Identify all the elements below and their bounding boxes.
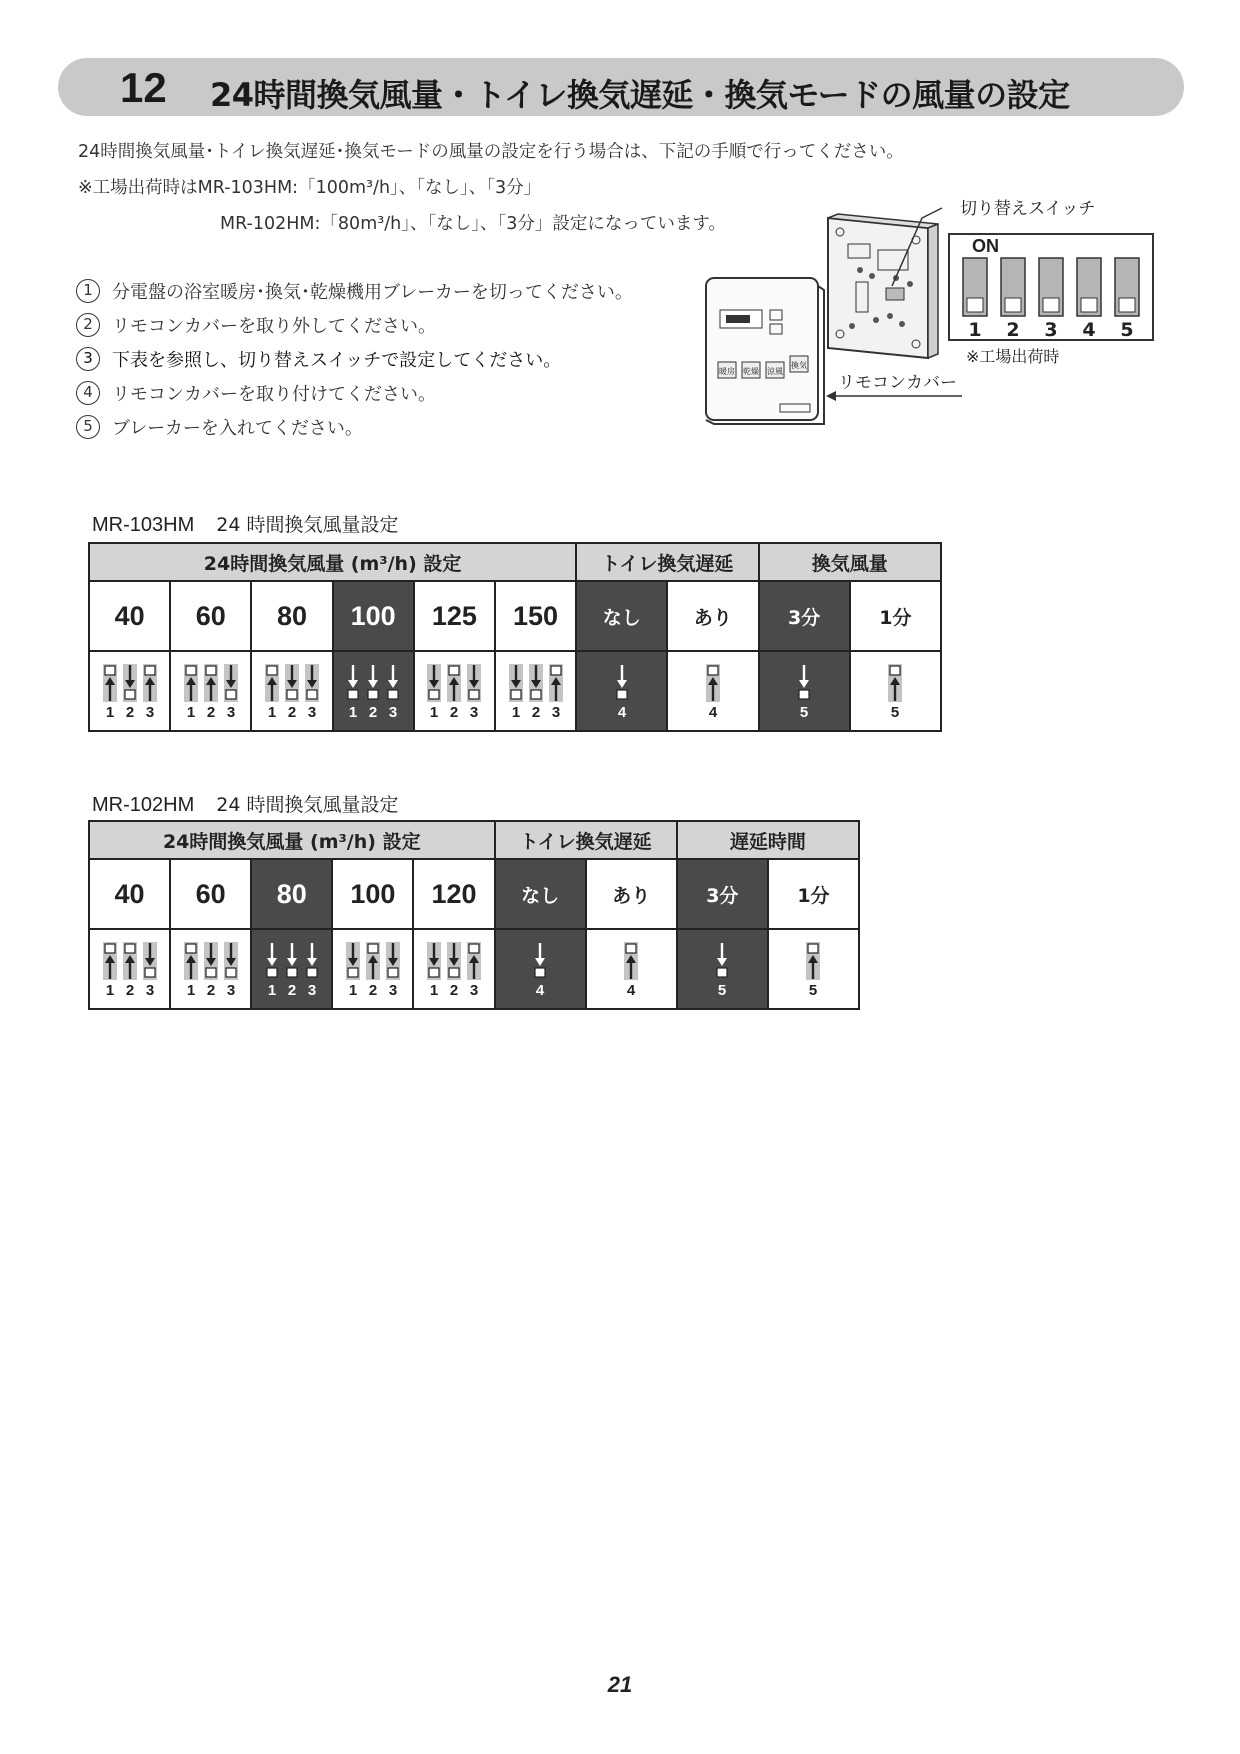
switch-down-icon xyxy=(535,943,545,977)
switch-diagram xyxy=(262,940,322,998)
switch-up-icon xyxy=(467,942,481,980)
switch-number: 3 xyxy=(145,704,154,720)
switch-number: 1 xyxy=(348,982,358,998)
switch-number: 5 xyxy=(718,982,727,998)
delay-switch-cell xyxy=(576,651,667,731)
flow-value: 80 xyxy=(251,581,332,651)
switch-number: 3 xyxy=(470,704,479,720)
switch-down-icon xyxy=(287,943,297,977)
delay-header: トイレ換気遅延 xyxy=(495,821,677,859)
switch-number: 1 xyxy=(105,704,114,720)
arrow-left-icon xyxy=(826,391,836,401)
switch-number: 2 xyxy=(287,982,296,998)
step-text: 分電盤の浴室暖房･換気･乾燥機用ブレーカーを切ってください。 xyxy=(112,282,633,303)
switch-down-icon xyxy=(305,664,319,702)
switch-number: 1 xyxy=(267,704,277,720)
model-name: MR-102HM xyxy=(92,794,195,816)
third-switch-cell xyxy=(759,651,850,731)
switch-number: 4 xyxy=(708,704,718,720)
switch-diagram xyxy=(181,940,241,998)
switch-up-icon xyxy=(265,664,279,702)
flow-value: 120 xyxy=(413,859,494,929)
switch-number: 1 xyxy=(430,704,439,720)
remote-button-label: 涼風 xyxy=(767,367,783,376)
circuit-board-icon xyxy=(828,214,938,358)
flow-value: 40 xyxy=(89,581,170,651)
switch-down-icon xyxy=(368,665,378,699)
switch-up-icon xyxy=(447,664,461,702)
step-number: 2 xyxy=(76,313,100,337)
switch-down-icon xyxy=(224,942,238,980)
flow-value: 40 xyxy=(89,859,170,929)
flow-switch-cell xyxy=(413,929,494,1009)
switch-up-icon xyxy=(624,942,638,980)
flow-switch-cell xyxy=(89,929,170,1009)
cover-label: リモコンカバー xyxy=(838,373,957,393)
third-value: 1分 xyxy=(768,859,859,929)
switch-row xyxy=(89,651,941,731)
settings-table-103 xyxy=(88,542,942,732)
switch-up-icon xyxy=(549,664,563,702)
switch-number: 5 xyxy=(891,704,900,720)
switch-diagram xyxy=(612,662,632,720)
flow-header: 24時間換気風量 (m³/h) 設定 xyxy=(89,543,576,581)
switch-number: 3 xyxy=(388,704,398,720)
remote-controller-icon xyxy=(706,278,824,424)
step-number: 4 xyxy=(76,381,100,405)
switch-number: 2 xyxy=(368,704,378,720)
switch-up-icon xyxy=(184,942,198,980)
switch-down-icon xyxy=(388,665,398,699)
intro-line-2: ※工場出荷時はMR-103HM:「100m³/h」、「なし」、「3分」 xyxy=(78,178,542,198)
switch-diagram xyxy=(343,662,403,720)
switch-diagram xyxy=(712,940,732,998)
switch-number: 1 xyxy=(186,704,195,720)
switch-diagram xyxy=(424,940,484,998)
third-value: 1分 xyxy=(850,581,941,651)
flow-switch-cell xyxy=(333,651,414,731)
step-text: リモコンカバーを取り付けてください。 xyxy=(112,384,436,405)
flow-switch-cell xyxy=(414,651,495,731)
switch-down-icon xyxy=(224,664,238,702)
switch-number: 3 xyxy=(551,704,560,720)
switch-row xyxy=(89,929,859,1009)
switch-number: 2 xyxy=(531,704,540,720)
switch-number: 2 xyxy=(1006,319,1020,341)
flow-value: 100 xyxy=(332,859,413,929)
flow-header: 24時間換気風量 (m³/h) 設定 xyxy=(89,821,495,859)
step-3 xyxy=(76,346,561,372)
switch-up-icon xyxy=(888,664,902,702)
switch-down-icon xyxy=(509,664,523,702)
switch-number: 4 xyxy=(1082,319,1096,341)
step-4 xyxy=(76,380,436,406)
flow-value: 100 xyxy=(333,581,414,651)
switch-number: 5 xyxy=(799,704,809,720)
value-row xyxy=(89,581,941,651)
switch-down-icon xyxy=(204,942,218,980)
switch-number: 3 xyxy=(388,982,398,998)
switch-number: 2 xyxy=(125,704,134,720)
switch-down-icon xyxy=(529,664,543,702)
switch-down-icon xyxy=(427,664,441,702)
switch-number: 3 xyxy=(226,982,235,998)
switch-number: 5 xyxy=(1120,319,1134,341)
remote-button-label: 換気 xyxy=(791,361,807,370)
switch-number: 5 xyxy=(809,982,818,998)
switch-down-icon xyxy=(123,664,137,702)
step-2 xyxy=(76,312,436,338)
flow-value: 60 xyxy=(170,581,251,651)
remote-switch-illustration xyxy=(700,198,1160,428)
switch-number: 1 xyxy=(186,982,195,998)
switch-number: 1 xyxy=(105,982,114,998)
step-text: リモコンカバーを取り外してください。 xyxy=(112,316,436,337)
switch-diagram xyxy=(343,940,403,998)
flow-switch-cell xyxy=(170,651,251,731)
switch-number: 1 xyxy=(968,319,982,341)
switch-diagram xyxy=(424,662,484,720)
delay-value: なし xyxy=(576,581,667,651)
switch-number: 3 xyxy=(307,982,316,998)
switch-number: 1 xyxy=(348,704,358,720)
delay-switch-cell xyxy=(586,929,677,1009)
dip-switch-icon xyxy=(949,234,1153,341)
switch-down-icon xyxy=(447,942,461,980)
switch-down-icon xyxy=(143,942,157,980)
switch-diagram xyxy=(703,662,723,720)
switch-number: 2 xyxy=(287,704,297,720)
switch-down-icon xyxy=(799,665,809,699)
switch-number: 1 xyxy=(429,982,439,998)
step-number: 3 xyxy=(76,347,100,371)
switch-up-icon xyxy=(123,942,137,980)
switch-up-icon xyxy=(103,664,117,702)
switch-diagram xyxy=(100,940,160,998)
table-caption-103 xyxy=(92,510,398,537)
on-label: ON xyxy=(972,236,999,256)
switch-number: 2 xyxy=(368,982,378,998)
switch-number: 3 xyxy=(1044,319,1058,341)
switch-down-icon xyxy=(348,665,358,699)
switch-diagram xyxy=(621,940,641,998)
switch-up-icon xyxy=(184,664,198,702)
delay-switch-cell xyxy=(495,929,586,1009)
switch-down-icon xyxy=(617,665,627,699)
flow-value: 80 xyxy=(251,859,332,929)
delay-value: あり xyxy=(586,859,677,929)
header-row xyxy=(89,821,859,859)
switch-diagram xyxy=(794,662,814,720)
switch-number: 3 xyxy=(469,982,479,998)
switch-diagram xyxy=(181,662,241,720)
switch-diagram xyxy=(100,662,160,720)
intro-line-1: 24時間換気風量･トイレ換気遅延･換気モードの風量の設定を行う場合は、下記の手順で行ってください。 xyxy=(78,142,904,162)
section-number: 12 xyxy=(120,64,167,111)
switch-up-icon xyxy=(806,942,820,980)
switch-down-icon xyxy=(346,942,360,980)
switch-number: 3 xyxy=(145,982,154,998)
delay-value: あり xyxy=(667,581,758,651)
step-text: 下表を参照し、切り替えスイッチで設定してください。 xyxy=(112,350,562,371)
flow-value: 125 xyxy=(414,581,495,651)
third-switch-cell xyxy=(768,929,859,1009)
flow-switch-cell xyxy=(251,651,332,731)
factory-note: ※工場出荷時 xyxy=(966,347,1060,366)
switch-number: 1 xyxy=(511,704,520,720)
third-header: 換気風量 xyxy=(759,543,941,581)
switch-diagram xyxy=(885,662,905,720)
third-header: 遅延時間 xyxy=(677,821,859,859)
switch-label: 切り替えスイッチ xyxy=(960,199,1096,219)
switch-number: 3 xyxy=(226,704,235,720)
table-caption-102 xyxy=(92,790,398,817)
step-text: ブレーカーを入れてください。 xyxy=(112,418,363,439)
flow-switch-cell xyxy=(170,929,251,1009)
remote-button-label: 乾燥 xyxy=(743,367,759,376)
flow-switch-cell xyxy=(251,929,332,1009)
switch-number: 4 xyxy=(535,982,545,998)
delay-switch-cell xyxy=(667,651,758,731)
switch-number: 4 xyxy=(627,982,636,998)
switch-number: 2 xyxy=(206,704,215,720)
page-number: 21 xyxy=(607,1672,633,1697)
model-name: MR-103HM xyxy=(92,514,195,536)
switch-number: 2 xyxy=(449,982,459,998)
switch-down-icon xyxy=(717,943,727,977)
switch-up-icon xyxy=(706,664,720,702)
third-value: 3分 xyxy=(677,859,768,929)
step-1 xyxy=(76,278,633,304)
header-row xyxy=(89,543,941,581)
switch-up-icon xyxy=(204,664,218,702)
switch-down-icon xyxy=(386,942,400,980)
switch-number: 2 xyxy=(450,704,459,720)
section-title: 24時間換気風量・トイレ換気遅延・換気モードの風量の設定 xyxy=(210,76,1070,114)
step-5 xyxy=(76,414,363,440)
switch-diagram xyxy=(530,940,550,998)
step-number: 1 xyxy=(76,279,100,303)
flow-switch-cell xyxy=(89,651,170,731)
flow-value: 150 xyxy=(495,581,576,651)
delay-value: なし xyxy=(495,859,586,929)
remote-button-label: 暖房 xyxy=(719,367,735,376)
switch-diagram xyxy=(803,940,823,998)
switch-number: 4 xyxy=(617,704,626,720)
caption-text: 24 時間換気風量設定 xyxy=(216,794,399,816)
caption-text: 24 時間換気風量設定 xyxy=(216,514,399,536)
delay-header: トイレ換気遅延 xyxy=(576,543,758,581)
value-row xyxy=(89,859,859,929)
switch-up-icon xyxy=(143,664,157,702)
third-value: 3分 xyxy=(759,581,850,651)
switch-up-icon xyxy=(103,942,117,980)
flow-switch-cell xyxy=(332,929,413,1009)
switch-diagram xyxy=(506,662,566,720)
third-switch-cell xyxy=(850,651,941,731)
flow-value: 60 xyxy=(170,859,251,929)
section-header xyxy=(58,58,1184,116)
switch-down-icon xyxy=(427,942,441,980)
switch-number: 2 xyxy=(125,982,134,998)
switch-diagram xyxy=(262,662,322,720)
intro-line-3: MR-102HM:「80m³/h」、「なし」、「3分」設定になっています。 xyxy=(220,214,726,234)
switch-number: 2 xyxy=(206,982,215,998)
switch-down-icon xyxy=(285,664,299,702)
switch-down-icon xyxy=(467,664,481,702)
switch-number: 3 xyxy=(307,704,317,720)
switch-number: 1 xyxy=(267,982,276,998)
switch-up-icon xyxy=(366,942,380,980)
switch-down-icon xyxy=(267,943,277,977)
step-number: 5 xyxy=(76,415,100,439)
switch-down-icon xyxy=(307,943,317,977)
third-switch-cell xyxy=(677,929,768,1009)
settings-table-102 xyxy=(88,820,860,1010)
flow-switch-cell xyxy=(495,651,576,731)
